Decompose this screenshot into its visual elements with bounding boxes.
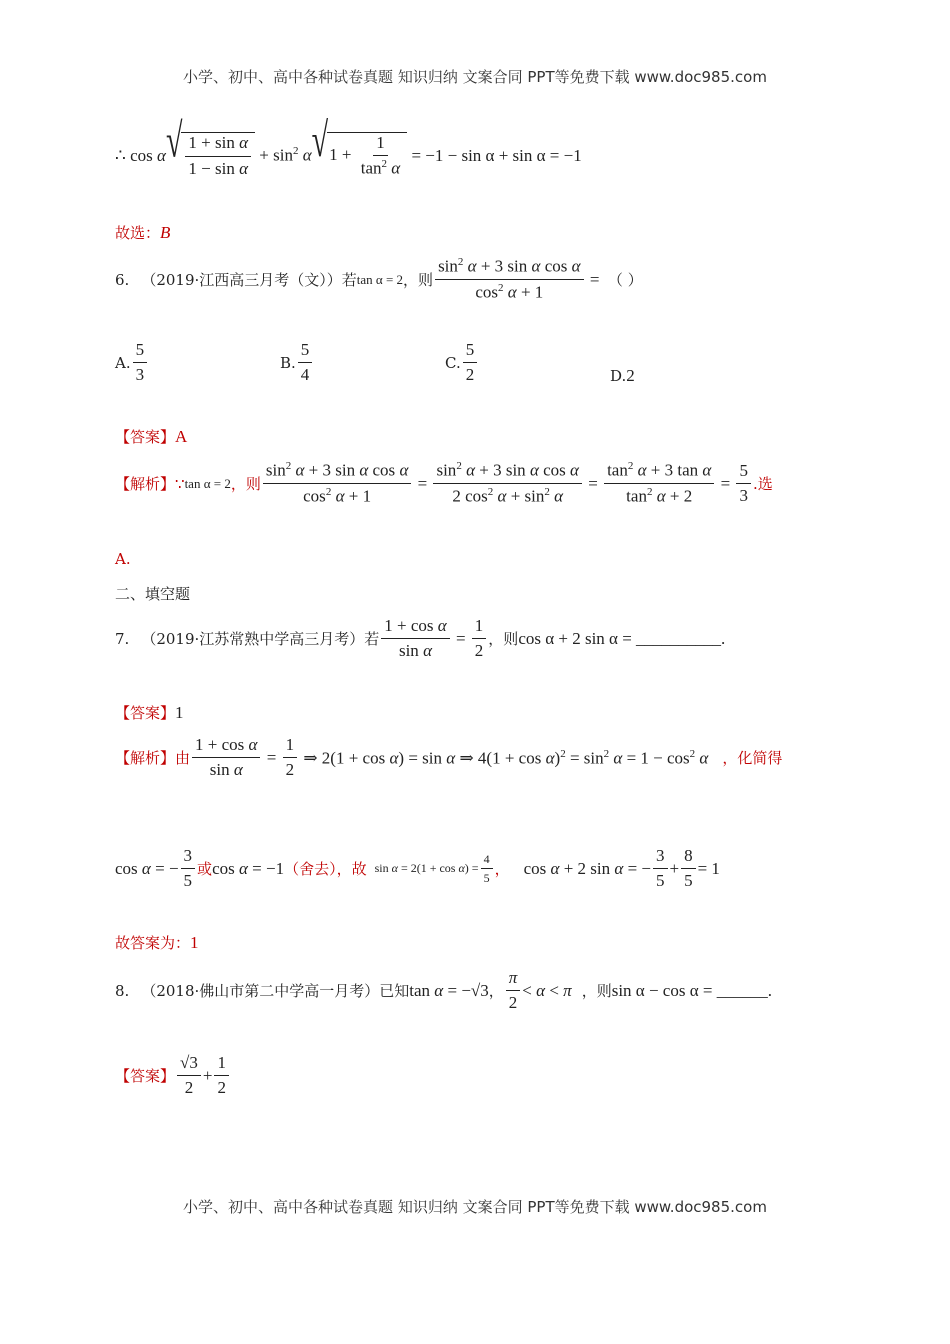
q6-blank: （ ）	[607, 271, 643, 290]
q8-answer: 【答案】 $\frac{√3}{2}$ + $\frac{1}{2}$	[115, 1053, 231, 1099]
q7-answer	[115, 702, 184, 723]
q6-then: ，则	[403, 271, 434, 290]
q5-conclusion-label: 故选：	[115, 224, 161, 242]
option-c-label: C.	[445, 353, 461, 372]
q6-answer	[115, 426, 187, 447]
q6-number: 6.	[115, 270, 130, 289]
q6-option-b	[280, 340, 314, 386]
because-symbol: ∵	[175, 474, 185, 493]
page-header: 小学、初中、高中各种试卷真题 知识归纳 文案合同 PPT等免费下载 www.doc985.com	[183, 68, 767, 86]
q6-answer-value: A	[175, 427, 188, 446]
option-a-num: 5	[133, 340, 148, 363]
q7-discard: （舍去），故	[284, 860, 367, 879]
q7-number: 7.	[115, 629, 130, 648]
q7-source: （2019·江苏常熟中学高三月考）若	[141, 630, 380, 649]
option-b-label: B.	[280, 353, 296, 372]
q6-analysis-then: ，则	[230, 475, 261, 494]
option-a-den: 3	[135, 365, 145, 385]
q6-expression: $\frac{\sin^2 \alpha + 3 \sin \alpha \cos \alpha}{\cos^2 \alpha + 1}$	[435, 256, 584, 303]
q7-analysis-by: 由	[175, 749, 191, 768]
q7-comma: ，	[494, 860, 510, 879]
option-d-value: 2	[626, 366, 635, 385]
q6-analysis-label: 【解析】	[115, 475, 176, 494]
section-title: 二、填空题	[115, 585, 191, 603]
q6-condition: tan α = 2	[356, 271, 404, 287]
q8-number: 8.	[115, 981, 130, 1000]
q6-source: （2019·江西高三月考（文））若	[141, 271, 357, 290]
q7-final-label: 故答案为：	[115, 934, 191, 952]
q6-option-d	[610, 366, 635, 386]
q6-option-a	[115, 340, 149, 386]
q8-then: ，则	[581, 982, 612, 1001]
q7-answer-label: 【答案】	[115, 704, 176, 722]
q6-option-c	[445, 340, 479, 386]
q5-conclusion	[115, 222, 170, 243]
q7-analysis: 【解析】 由 $\frac{\text{1 + cos α}}{\text{sin α}}$ = $\frac{1}{2}$ ⇒ 2(1 + cos α) = sin α ⇒ $4(1 + \cos \alpha)^2 = \sin^2 \alpha = 1 - \cos^2 \alpha$ ，化简得	[115, 735, 783, 780]
option-c-den: 2	[465, 365, 475, 385]
q8-answer-label: 【答案】	[115, 1067, 176, 1086]
option-b-num: 5	[298, 340, 313, 363]
q7-final	[115, 932, 199, 953]
option-c-num: 5	[463, 340, 478, 363]
question-8: 8. （2018·佛山市第二中学高一月考）已知 tan α = −√3 ， $\frac{\pi}{2}$ < α < π ，则 sin α − cos α = ______.	[115, 968, 772, 1013]
page-footer: 小学、初中、高中各种试卷真题 知识归纳 文案合同 PPT等免费下载 www.doc985.com	[183, 1198, 767, 1216]
q7-then: ，则	[488, 630, 519, 649]
formula-line-1: ∴ cos α √ $\frac{\text{1 + sin α}}{\text{1 − sin α}}$ + $\sin^2 \alpha$ √ 1 + $\frac{1}{\tan^2 \alpha}$ = −1 − sin α + sin α = −1	[115, 114, 582, 179]
q7-analysis-label: 【解析】	[115, 749, 176, 768]
q7-target: cos α + 2 sin α = __________.	[518, 628, 726, 648]
therefore-symbol: ∴	[115, 145, 126, 165]
q6-answer-label: 【答案】	[115, 428, 176, 446]
q7-analysis-simplify: ，化简得	[722, 749, 783, 768]
question-6: 6. （2019·江西高三月考（文））若 tan α = 2 ，则 $\frac{\sin^2 \alpha + 3 \sin \alpha \cos \alpha}{\cos^2 \alpha + 1}$ = （ ）	[115, 256, 643, 302]
q6-analysis: 【解析】 ∵ tan α = 2 ，则 $\frac{\sin^2 \alpha + 3 \sin \alpha \cos \alpha}{\cos^2 \alpha + 1}$ = $\frac{\sin^2 \alpha + 3 \sin \alpha \cos \alpha}{2 \cos^2 \alpha + \sin^2 \alpha}$ = $\frac{\tan^2 \alpha + 3 \tan \alpha}{\tan^2 \alpha + 2}$ = $\frac{5}{3}$ . 选	[115, 460, 773, 506]
q8-source: （2018·佛山市第二中学高一月考）已知	[141, 982, 410, 1001]
option-a-label: A.	[115, 353, 131, 372]
q7-analysis-line2: cos α = − $\frac{3}{5}$ 或 cos α = −1 （舍去），故 sin α = 2(1 + cos α) = $\frac{4}{5}$ ， cos α + 2 sin α = − $\frac{3}{5}$ + $\frac{8}{5}$ = 1	[115, 846, 720, 891]
q7-or: 或	[197, 860, 213, 879]
q6-analysis-end: A.	[115, 550, 131, 568]
question-7: 7. （2019·江苏常熟中学高三月考）若 $\frac{\text{1 + cos α}}{\text{sin α}}$ = $\frac{1}{2}$ ，则 cos α + 2 sin α = __________.	[115, 616, 726, 661]
option-b-den: 4	[300, 365, 310, 385]
q5-conclusion-value: B	[160, 223, 171, 242]
formula-line-1-result: = −1 − sin α + sin α = −1	[411, 145, 582, 165]
q8-target: sin α − cos α = ______.	[611, 980, 772, 1000]
q7-answer-value: 1	[175, 703, 184, 722]
q6-analysis-condition: tan α = 2	[184, 475, 231, 491]
q7-final-value: 1	[190, 933, 199, 952]
q6-analysis-choose: 选	[757, 475, 773, 494]
option-d-label: D.	[610, 367, 627, 385]
